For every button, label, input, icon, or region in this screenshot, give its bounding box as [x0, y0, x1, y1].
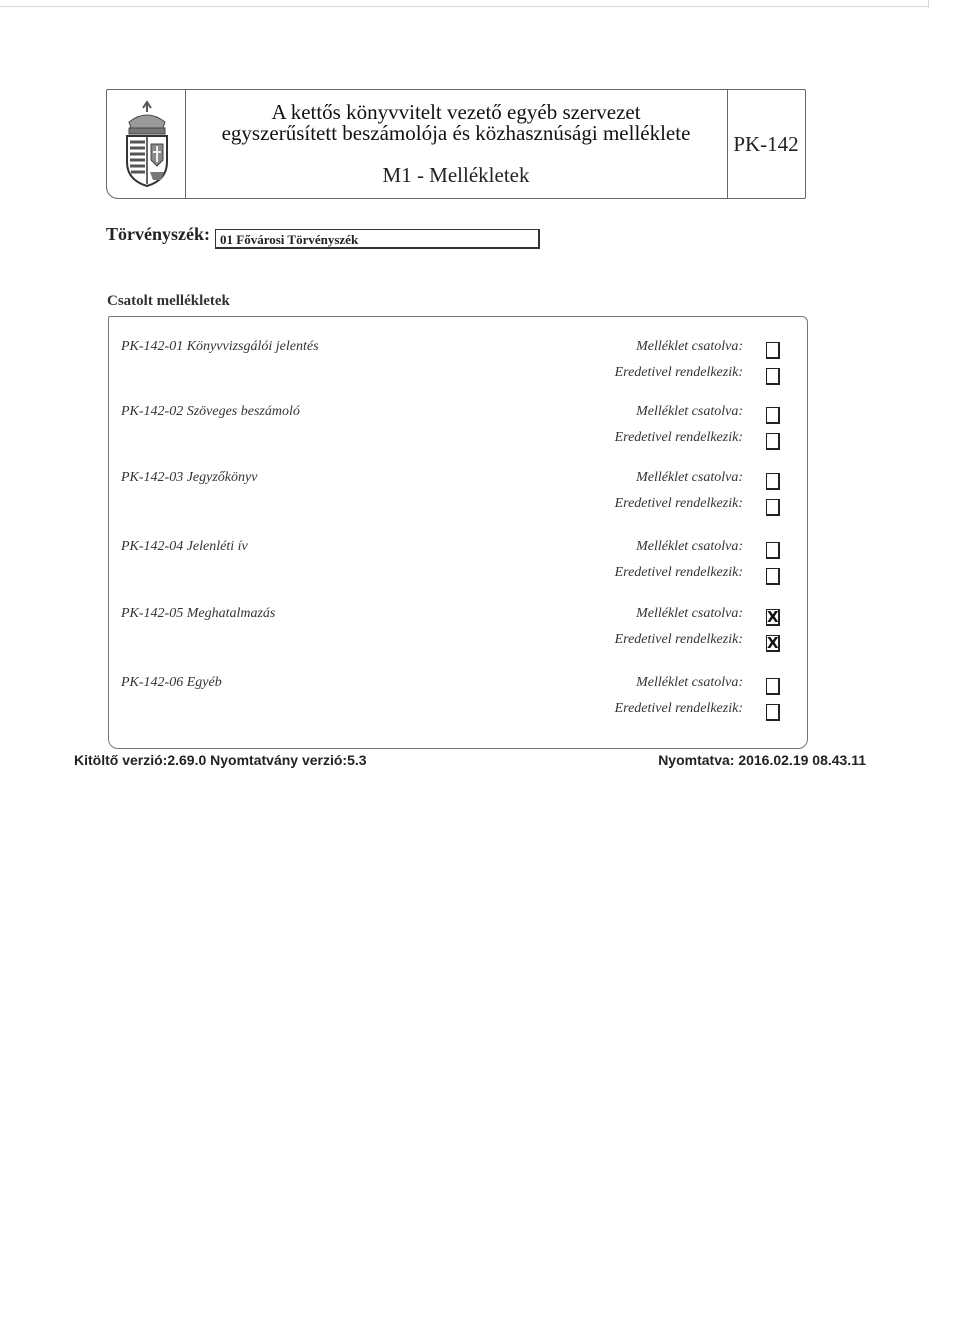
- original-checkbox[interactable]: [766, 368, 780, 385]
- attachment-row: [109, 675, 809, 735]
- original-label: Eredetivel rendelkezik:: [614, 496, 743, 511]
- original-label: Eredetivel rendelkezik:: [614, 430, 743, 445]
- page-top-rule: [0, 6, 928, 7]
- attachment-title: PK-142-06 Egyéb: [121, 675, 222, 690]
- form-title-line1: A kettős könyvvitelt vezető egyéb szervezet: [271, 100, 641, 124]
- coat-of-arms-icon: [121, 100, 173, 188]
- attached-checkbox[interactable]: [766, 342, 780, 359]
- original-label: Eredetivel rendelkezik:: [614, 632, 743, 647]
- attached-label: Melléklet csatolva:: [636, 404, 743, 419]
- original-checkbox[interactable]: [766, 433, 780, 450]
- original-label: Eredetivel rendelkezik:: [614, 365, 743, 380]
- original-checkbox[interactable]: [766, 704, 780, 721]
- attached-checkbox[interactable]: [766, 678, 780, 695]
- form-subtitle: M1 - Mellékletek: [382, 163, 530, 187]
- page-corner-rule: [928, 0, 929, 8]
- form-title-line2: egyszerűsített beszámolója és közhasznúsági melléklete: [221, 121, 691, 145]
- attachment-title: PK-142-03 Jegyzőkönyv: [121, 470, 258, 485]
- attachment-title: PK-142-02 Szöveges beszámoló: [121, 404, 300, 419]
- original-checkbox[interactable]: [766, 499, 780, 516]
- court-value: 01 Fővárosi Törvényszék: [220, 232, 359, 247]
- emblem-cell: [107, 90, 186, 198]
- original-checkbox[interactable]: X: [767, 634, 779, 652]
- print-date: Nyomtatva: 2016.02.19 08.43.11: [658, 752, 866, 768]
- attachment-row: [109, 339, 809, 399]
- form-code: PK-142: [733, 132, 799, 156]
- court-field[interactable]: [215, 229, 540, 249]
- attached-checkbox[interactable]: X: [767, 608, 779, 626]
- attachment-row: [109, 404, 809, 464]
- original-label: Eredetivel rendelkezik:: [614, 701, 743, 716]
- original-label: Eredetivel rendelkezik:: [614, 565, 743, 580]
- title-cell: [185, 90, 728, 198]
- attachments-panel: [108, 316, 808, 749]
- form-code-cell: [727, 90, 805, 198]
- original-checkbox[interactable]: [766, 568, 780, 585]
- attached-checkbox[interactable]: [766, 473, 780, 490]
- version-info: Kitöltő verzió:2.69.0 Nyomtatvány verzió:5.3: [74, 752, 367, 768]
- attached-label: Melléklet csatolva:: [636, 339, 743, 354]
- attachment-title: PK-142-05 Meghatalmazás: [121, 606, 276, 621]
- attachment-row: [109, 606, 809, 666]
- attachment-row: [109, 470, 809, 530]
- attachment-title: PK-142-01 Könyvvizsgálói jelentés: [121, 339, 319, 354]
- attached-checkbox[interactable]: [766, 407, 780, 424]
- attached-checkbox[interactable]: [766, 542, 780, 559]
- attachment-title: PK-142-04 Jelenléti ív: [121, 539, 248, 554]
- form-header: [106, 89, 806, 199]
- attached-label: Melléklet csatolva:: [636, 470, 743, 485]
- attached-label: Melléklet csatolva:: [636, 675, 743, 690]
- attachment-row: [109, 539, 809, 599]
- attached-label: Melléklet csatolva:: [636, 606, 743, 621]
- attached-label: Melléklet csatolva:: [636, 539, 743, 554]
- court-label: Törvényszék:: [106, 224, 210, 244]
- section-title: Csatolt mellékletek: [107, 293, 230, 309]
